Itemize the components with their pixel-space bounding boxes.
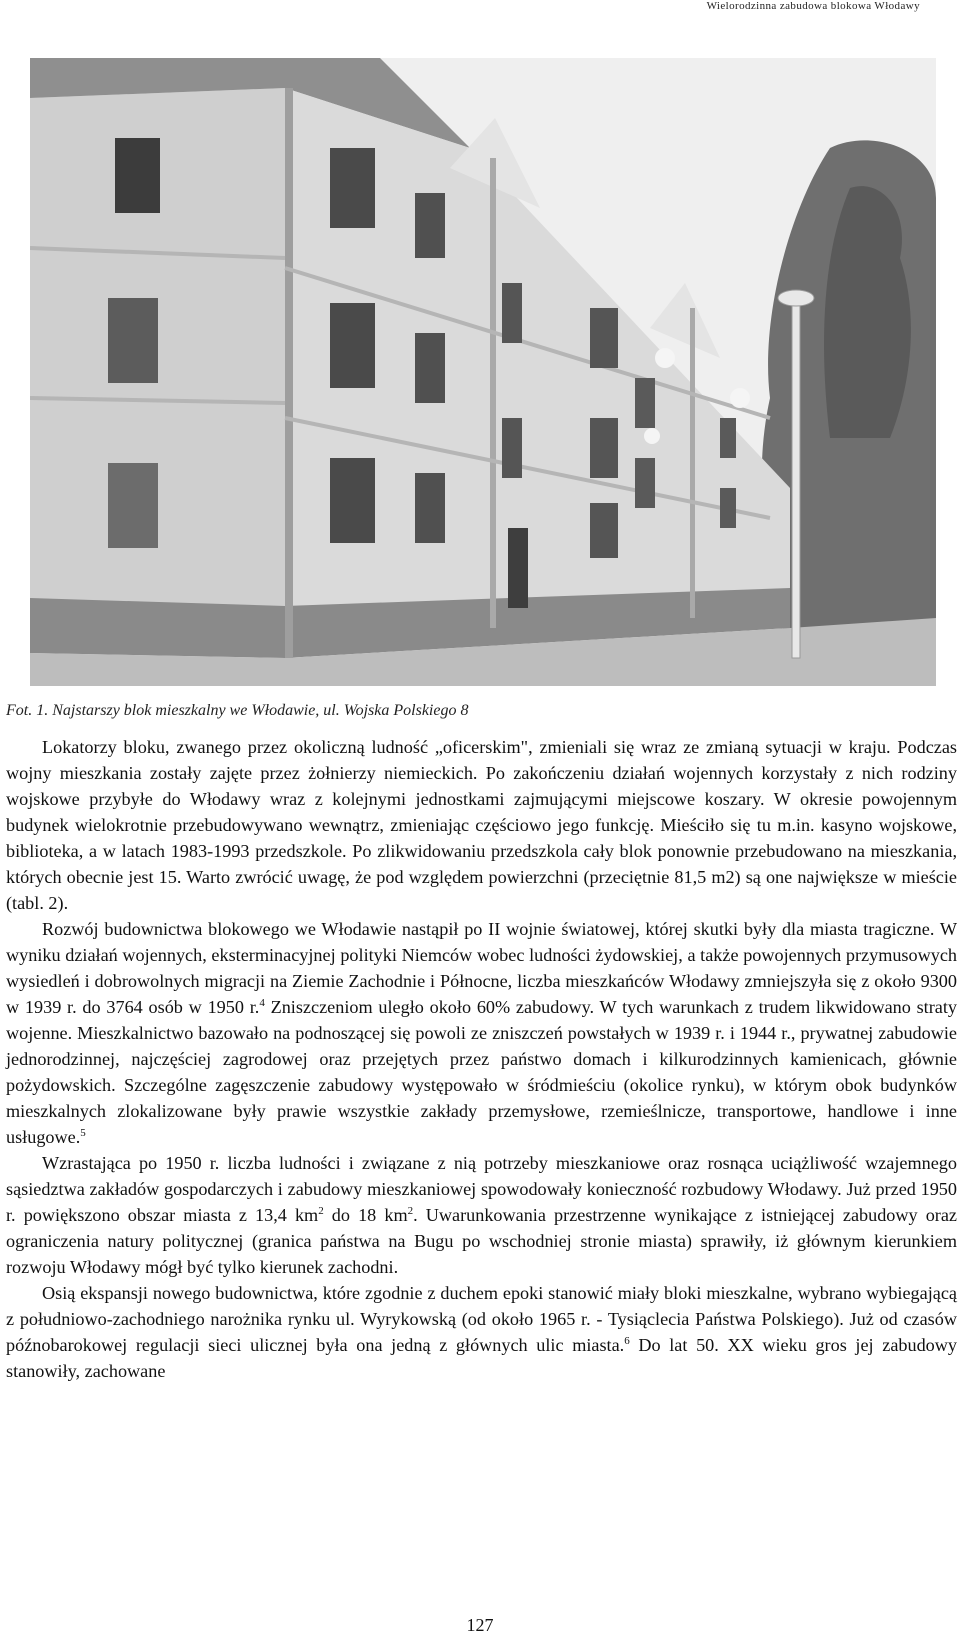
paragraph-text: . Uwarunkowania przestrzenne wynikające z istniejącej zabudowy oraz ograniczenia natury politycznej (granica państwa na Bugu po wschodniej stronie miasta) sprawiły, iż głównym kierunkiem rozwoju Włodawy mógł być tylko kierunek zachodni.: [6, 1205, 958, 1277]
footnote-marker: 2: [318, 1204, 324, 1217]
footnote-marker: 6: [624, 1334, 630, 1347]
paragraph-text: Do lat 50. XX wieku gros jej zabudowy stanowiły, zachowane: [6, 1335, 958, 1381]
figure-caption: Fot. 1. Najstarszy blok mieszkalny we Włodawie, ul. Wojska Polskiego 8: [6, 702, 469, 719]
footnote-marker: 2: [407, 1204, 414, 1217]
page-number: 127: [466, 1615, 494, 1635]
paragraph-text: Zniszczeniom uległo około 60% zabudowy. W tych warunkach z trudem likwidowano straty wojenne. Mieszkalnictwo bazowało na podnoszącej się powoli ze zniszczeń powstałych w 1939 r. i 1944 r., prywatnej zabudowie jednorodzinnej, najczęściej zagrodowej oraz przejętych przez państwo domach i kilkurodzinnych kamienicach, głównie pożydowskich. Szczególne zagęszczenie zabudowy występowało w śródmieściu (okolice rynku), w którym obok budynków mieszkalnych zlokalizowane były prawie wszystkie zakłady przemysłowe, rzemieślnicze, transportowe, handlowe i inne usługowe.: [6, 997, 958, 1147]
body-text: [6, 734, 957, 1384]
paragraph-text: Osią ekspansji nowego budownictwa, które zgodnie z duchem epoki stanowić miały bloki mieszkalne, wybrano wybiegającą z południowo-zachodniego narożnika rynku ul. Wyrykowską (od około 1965 r. - Tysiąclecia Państwa Polskiego). Już od czasów późnobarokowej regulacji sieci ulicznej była ona jedną z głównych ulic miasta.: [6, 1283, 957, 1355]
building-photo: [30, 58, 936, 686]
paragraph: [6, 734, 957, 916]
paragraph: [6, 916, 957, 1150]
footnote-marker: 5: [80, 1126, 86, 1139]
paragraph-text: do 18 km: [323, 1205, 408, 1225]
paragraph-text: Wzrastająca po 1950 r. liczba ludności i związane z nią potrzeby mieszkaniowe oraz rosnąca uciążliwość wzajemnego sąsiedztwa zakładów gospodarczych i zabudowy mieszkaniowej spowodowały konieczność rozbudowy Włodawy. Już przed 1950 r. powiększono obszar miasta z 13,4 km: [6, 1153, 957, 1225]
footnote-marker: 4: [259, 996, 265, 1009]
paragraph-text: Lokatorzy bloku, zwanego przez okoliczną ludność „oficerskim", zmieniali się wraz ze zmianą sytuacji w kraju. Podczas wojny mieszkania zostały zajęte przez żołnierzy niemieckich. Po zakończeniu działań wojennych korzystały z nich rodziny wojskowe przybyłe do Włodawy wraz z kolejnymi jednostkami zajmującymi miejscowe koszary. W okresie powojennym budynek wielokrotnie przebudowywano wewnątrz, zmieniając częściowo jego funkcję. Mieściło się tu m.in. kasyno wojskowe, biblioteka, a w latach 1983-1993 przedszkole. Po zlikwidowaniu przedszkola cały blok ponownie przebudowano na mieszkania, których obecnie jest 15. Warto zwrócić uwagę, że pod względem powierzchni (przeciętnie 81,5 m2) są one największe w mieście (tabl. 2).: [6, 737, 957, 913]
paragraph: [6, 1280, 957, 1384]
running-head: Wielorodzinna zabudowa blokowa Włodawy: [706, 0, 920, 12]
paragraph: [6, 1150, 957, 1280]
paragraph-text: Rozwój budownictwa blokowego we Włodawie nastąpił po II wojnie światowej, której skutki były dla miasta tragiczne. W wyniku działań wojennych, eksterminacyjnej polityki Niemców wobec ludności żydowskiej, a także powojennych przymusowych wysiedleń i dobrowolnych migracji na Ziemie Zachodnie i Północne, liczba mieszkańców Włodawy zmniejszyła się z około 9300 w 1939 r. do 3764 osób w 1950 r.: [6, 919, 957, 1017]
building-photo-illustration: [30, 58, 936, 686]
